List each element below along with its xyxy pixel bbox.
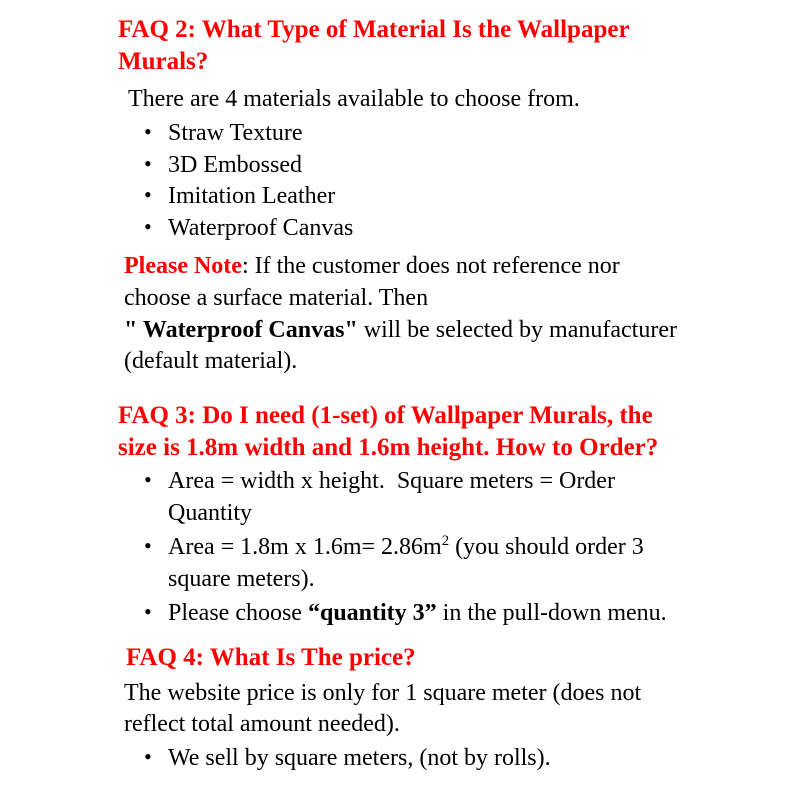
list-item: • We sell by square meters, (not by rolls). bbox=[166, 743, 690, 775]
faq2-intro-text: There are 4 materials available to choose from. bbox=[128, 86, 580, 112]
faq3-item2-part2: (you should order 3 square meters). bbox=[168, 533, 644, 592]
faq4-paragraph: The website price is only for 1 square meter (does not reflect total amount needed). bbox=[124, 679, 642, 738]
please-note-text-second: will be selected by manufacturer (default material). bbox=[124, 316, 677, 375]
faq3-instruction-list bbox=[118, 466, 690, 630]
list-item: • Waterproof Canvas bbox=[166, 213, 690, 245]
faq3-item3-part2: in the pull-down menu. bbox=[436, 599, 667, 626]
section-spacer bbox=[118, 378, 690, 400]
please-note-label: Please Note bbox=[124, 253, 242, 280]
please-note-text-first: : If the customer does not reference nor choose a surface material. Then bbox=[124, 253, 620, 311]
list-item bbox=[166, 466, 690, 530]
list-item bbox=[166, 598, 690, 630]
waterproof-canvas-bold: " Waterproof Canvas" bbox=[124, 316, 358, 343]
faq4-heading: FAQ 4: What Is The price? bbox=[126, 643, 416, 671]
faq3-heading: FAQ 3: Do I need (1-set) of Wallpaper Murals, the size is 1.8m width and 1.6m height. How to Order? bbox=[118, 401, 659, 461]
faq4-list bbox=[118, 743, 690, 775]
list-item: • Imitation Leather bbox=[166, 181, 690, 213]
faq2-heading: FAQ 2: What Type of Material Is the Wallpaper Murals? bbox=[118, 16, 630, 75]
faq3-item1-part1: Area = width x height. bbox=[168, 467, 385, 494]
faq3-item1-part2: Square meters = Order Quantity bbox=[168, 467, 615, 526]
faq2-material-list bbox=[118, 118, 690, 246]
list-item: • 3D Embossed bbox=[166, 150, 690, 182]
list-item bbox=[166, 532, 690, 596]
faq2-please-note-paragraph bbox=[124, 251, 690, 378]
faq3-item3-part1: Please choose bbox=[168, 599, 308, 626]
faq3-item2-part1: Area = 1.8m x 1.6m= 2.86m bbox=[168, 533, 442, 560]
list-item: • Straw Texture bbox=[166, 118, 690, 150]
quantity-three-bold: “quantity 3” bbox=[307, 599, 437, 626]
faq3-item2-superscript: 2 bbox=[441, 532, 450, 549]
